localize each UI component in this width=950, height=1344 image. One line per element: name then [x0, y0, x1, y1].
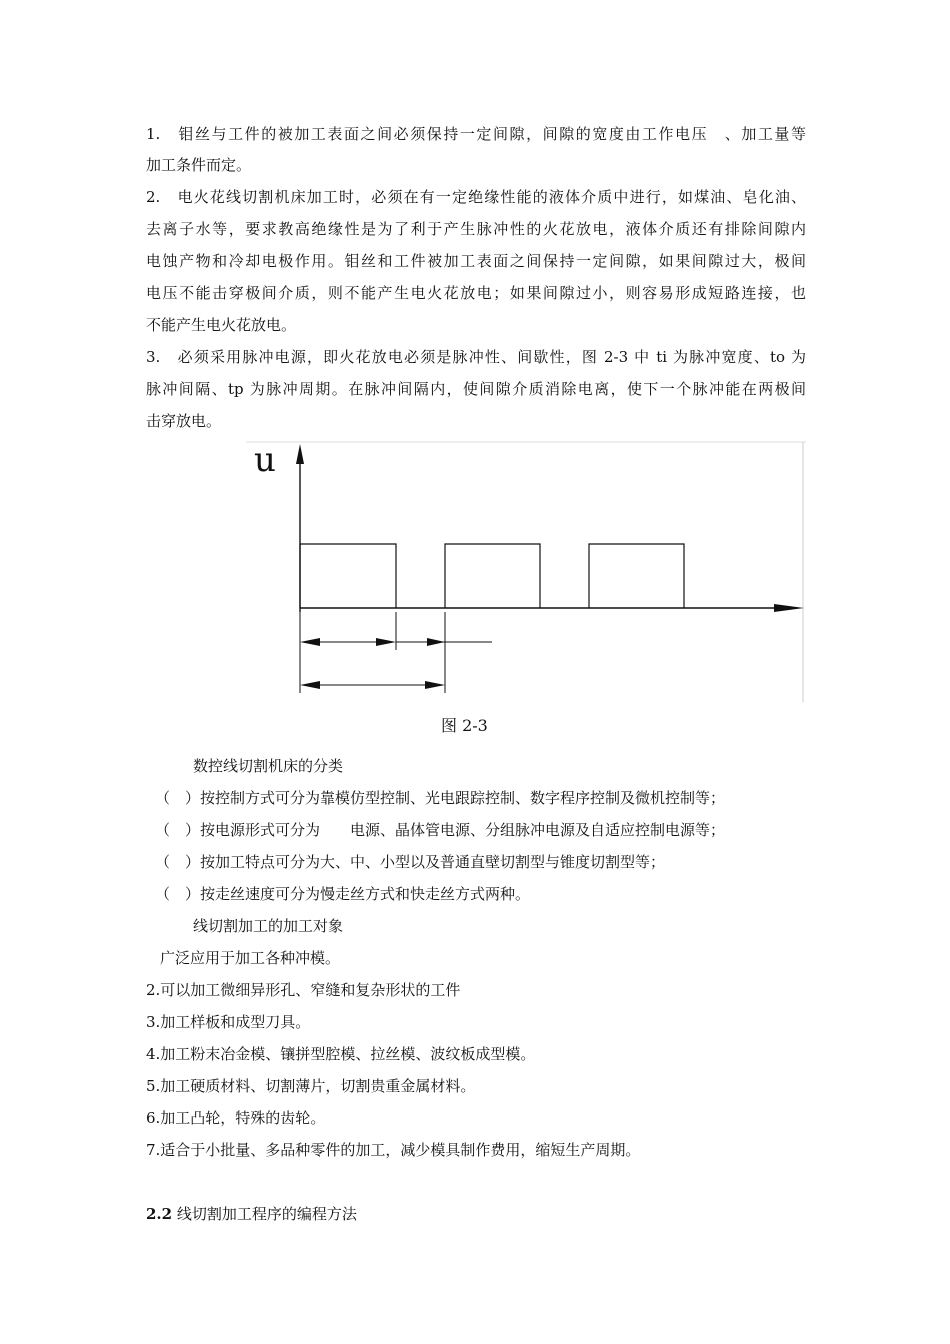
para3-line2: 脉冲间隔、tp 为脉冲周期。在脉冲间隔内，使间隙介质消除电离，使下一个脉冲能在两极间 — [146, 380, 806, 398]
para2-line1: 2. 电火花线切割机床加工时，必须在有一定绝缘性能的液体介质中进行，如煤油、皂化油、 — [146, 188, 806, 206]
objects-item: 5.加工硬质材料、切割薄片，切割贵重金属材料。 — [146, 1077, 476, 1095]
figure-caption: 图 2-3 — [441, 716, 488, 735]
x-axis-arrow — [774, 604, 804, 612]
dim-tp-arrow-right — [425, 681, 445, 689]
pulse-1 — [300, 544, 396, 608]
classification-item: （ ）按电源形式可分为 电源、晶体管电源、分组脉冲电源及自适应控制电源等； — [155, 821, 726, 839]
pulse-2 — [445, 544, 540, 608]
y-axis-arrow — [296, 444, 304, 464]
pulse-waveform-svg — [246, 440, 806, 703]
para2-line4: 电压不能击穿极间介质，则不能产生电火花放电；如果间隙过小，则容易形成短路连接，也 — [146, 284, 806, 302]
para3-line3: 击穿放电。 — [146, 412, 222, 430]
objects-item: 广泛应用于加工各种冲模。 — [160, 949, 341, 967]
objects-item: 3.加工样板和成型刀具。 — [146, 1013, 311, 1031]
objects-item: 4.加工粉末冶金模、镶拼型腔模、拉丝模、波纹板成型模。 — [146, 1045, 536, 1063]
dim-to-arrow — [427, 638, 445, 646]
objects-item: 2.可以加工微细异形孔、窄缝和复杂形状的工件 — [146, 981, 461, 999]
dim-tp-arrow-left — [300, 681, 320, 689]
para2-line2: 去离子水等，要求教高绝缘性是为了利于产生脉冲性的火花放电，液体介质还有排除间隙内 — [146, 220, 806, 238]
para2-line5: 不能产生电火花放电。 — [146, 316, 297, 334]
classification-item: （ ）按加工特点可分为大、中、小型以及普通直壁切割型与锥度切割型等； — [155, 853, 666, 871]
para2-line3: 电蚀产物和冷却电极作用。钼丝和工件被加工表面之间保持一定间隙，如果间隙过大，极间 — [146, 252, 806, 270]
objects-heading: 线切割加工的加工对象 — [193, 917, 344, 935]
classification-heading: 数控线切割机床的分类 — [193, 757, 344, 775]
classification-item: （ ）按控制方式可分为靠模仿型控制、光电跟踪控制、数字程序控制及微机控制等； — [155, 789, 726, 807]
para1-line1: 1. 钼丝与工件的被加工表面之间必须保持一定间隙，间隙的宽度由工作电压 、加工量等 — [146, 125, 806, 143]
section-heading — [146, 1204, 357, 1224]
objects-item: 6.加工凸轮，特殊的齿轮。 — [146, 1109, 326, 1127]
voltage-axis-label: u — [254, 440, 276, 480]
section-title: 线切割加工程序的编程方法 — [172, 1205, 357, 1223]
dim-ti-arrow-right — [376, 638, 396, 646]
classification-item: （ ）按走丝速度可分为慢走丝方式和快走丝方式两种。 — [155, 885, 531, 903]
pulse-waveform-figure — [246, 440, 806, 703]
dim-ti-arrow-left — [300, 638, 320, 646]
section-number: 2.2 — [146, 1205, 173, 1223]
para3-line1: 3. 必须采用脉冲电源，即火花放电必须是脉冲性、间歇性，图 2-3 中 ti 为脉冲宽度、to 为 — [146, 348, 806, 366]
para1-line2: 加工条件而定。 — [146, 156, 252, 174]
objects-item: 7.适合于小批量、多品种零件的加工，减少模具制作费用，缩短生产周期。 — [146, 1141, 641, 1159]
pulse-3 — [589, 544, 684, 608]
